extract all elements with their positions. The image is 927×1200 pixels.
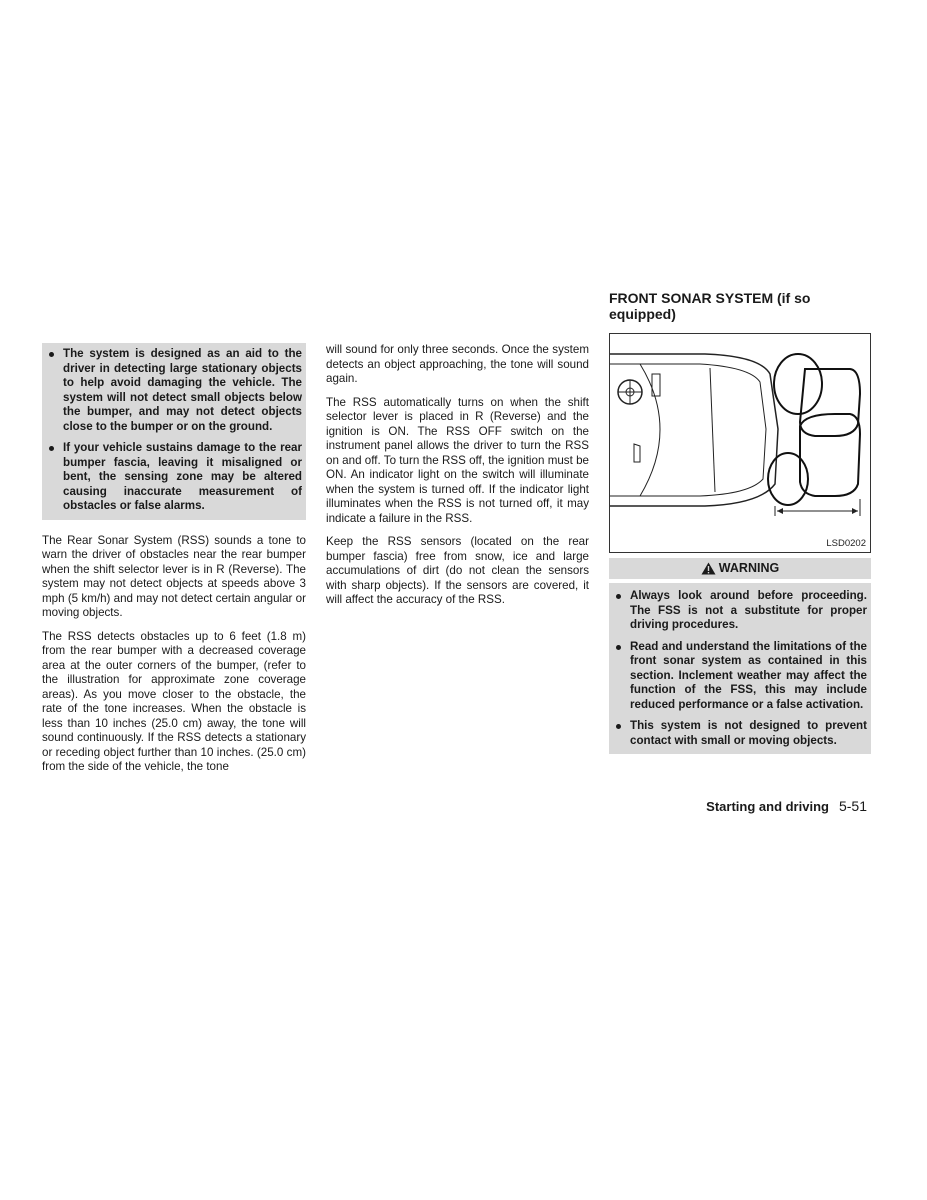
warning-triangle-icon: [701, 562, 716, 575]
body-paragraph: will sound for only three seconds. Once the system detects an object approaching, the tone will sound again.: [326, 343, 589, 385]
warning-bullet: Always look around before proceeding. The FSS is not a substitute for proper driving procedures.: [613, 589, 867, 633]
warning-box: [609, 583, 871, 754]
figure-id: LSD0202: [826, 538, 866, 549]
caution-bullet: If your vehicle sustains damage to the rear bumper fascia, leaving it misaligned or bent, the sensing zone may be altered causing inaccurate measurement of obstacles or false alarms.: [46, 441, 302, 514]
caution-bullet: The system is designed as an aid to the driver in detecting large stationary objects to help avoid damaging the vehicle. The system will not detect small objects below the bumper, and may not detect objects close to the bumper or on the ground.: [46, 347, 302, 434]
caution-box: [42, 343, 306, 520]
warning-header: [609, 558, 871, 579]
footer-section-title: Starting and driving: [706, 799, 829, 814]
section-heading: FRONT SONAR SYSTEM (if so equipped): [609, 290, 811, 322]
caution-list: [46, 347, 302, 514]
column-right: [609, 290, 871, 754]
body-paragraph: The Rear Sonar System (RSS) sounds a tone to warn the driver of obstacles near the rear bumper when the shift selector lever is in R (Reverse). The system may not detect objects at speeds above 3 mph (5 km/h) and may not detect certain angular or moving objects.: [42, 533, 306, 619]
warning-title: WARNING: [718, 561, 780, 575]
warning-bullet: This system is not designed to prevent contact with small or moving objects.: [613, 719, 867, 748]
column-left: [42, 343, 306, 784]
vehicle-front-diagram: [610, 334, 872, 554]
body-paragraph: Keep the RSS sensors (located on the rear bumper fascia) free from snow, ice and large accumulations of dirt (do not clean the sensors with sharp objects). If the sensors are covered, it will affect the accuracy of the RSS.: [326, 535, 589, 606]
warning-list: [613, 589, 867, 748]
warning-bullet: Read and understand the limitations of the front sonar system as contained in this section. Inclement weather may affect the function of the FSS, this may include reduced performance or a false activation.: [613, 640, 867, 713]
sonar-zone-illustration: [609, 333, 871, 553]
page-number: 5-51: [838, 798, 867, 814]
body-paragraph: The RSS automatically turns on when the shift selector lever is placed in R (Reverse) and the ignition is ON. The RSS OFF switch on the instrument panel allows the driver to turn the RSS on and off. To turn the RSS off, the ignition must be ON. An indicator light on the switch will illuminate when the system is turned off. If the indicator light illuminates when the RSS is not turned off, it may indicate a failure in the RSS.: [326, 395, 589, 525]
body-paragraph: The RSS detects obstacles up to 6 feet (1.8 m) from the rear bumper with a decreased coverage area at the outer corners of the bumper, (refer to the illustration for approximate zone coverage areas). As you move closer to the obstacle, the rate of the tone increases. When the obstacle is less than 10 inches (25.0 cm) away, the tone will sound continuously. If the RSS detects a stationary or receding object further than 10 inches. (25.0 cm) from the side of the vehicle, the tone: [42, 629, 306, 773]
column-middle: [326, 343, 589, 617]
page-footer: [706, 798, 867, 814]
